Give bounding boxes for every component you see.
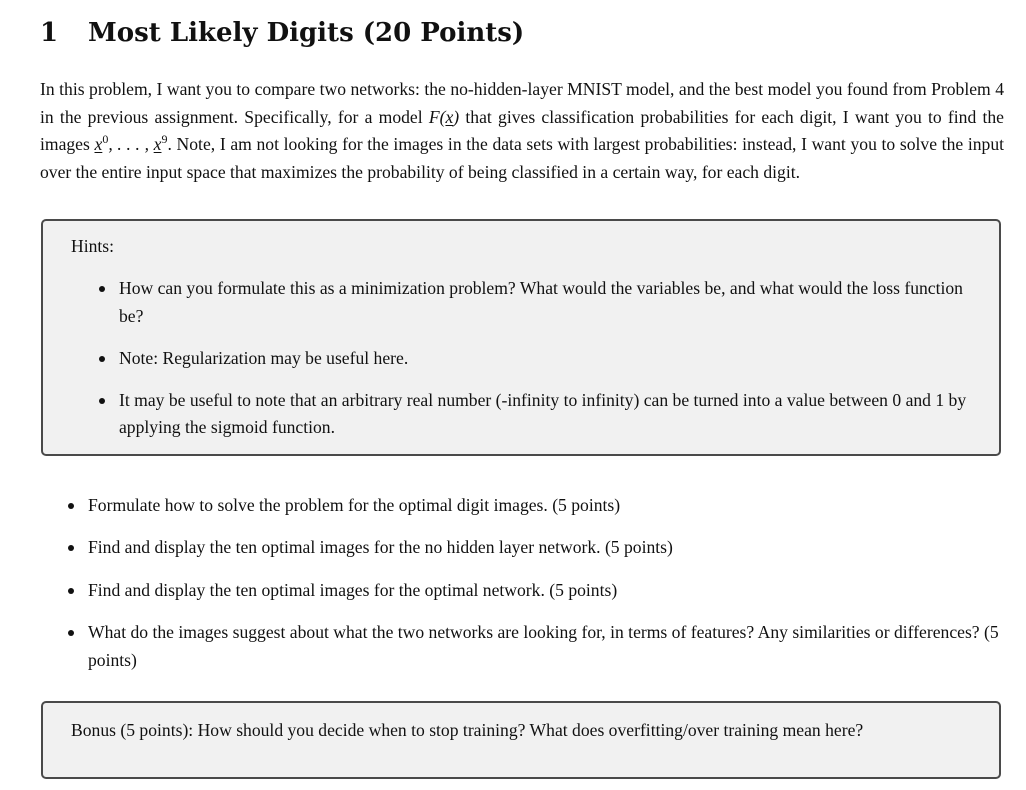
- image-sequence: [95, 134, 168, 154]
- task-item: [68, 619, 1008, 674]
- intro-paragraph: [40, 76, 1004, 186]
- hint-text: Note: Regularization may be useful here.: [119, 347, 409, 368]
- hint-text: How can you formulate this as a minimization problem? What would the variables be, and what would the loss function be?: [119, 278, 963, 326]
- task-text: What do the images suggest about what the two networks are looking for, in terms of features? Any similarities or differences? (5 points): [88, 622, 999, 670]
- task-text: Find and display the ten optimal images for the no hidden layer network. (5 points): [88, 537, 673, 558]
- task-text: Formulate how to solve the problem for the optimal digit images. (5 points): [88, 495, 621, 515]
- section-number: 1: [40, 18, 59, 48]
- section-title: Most Likely Digits (20 Points): [88, 18, 525, 48]
- hint-item: [99, 345, 979, 373]
- bullet-icon: [99, 398, 105, 404]
- hint-item: [99, 387, 979, 442]
- hint-item: [99, 275, 979, 330]
- task-item: [68, 534, 1008, 562]
- intro-text-1: In this problem, I want you to compare two networks: the no-hidden-layer MNIST model, and the best model you found from Problem 4 in the previous assignment. Specifically, for a model: [40, 79, 1004, 127]
- bullet-icon: [99, 356, 105, 362]
- hints-box: [41, 219, 1001, 456]
- bullet-icon: [68, 630, 74, 636]
- input-var: x: [445, 106, 454, 127]
- intro-text-2: that gives classification probabilities for each digit, I want you to find the images: [40, 106, 1004, 155]
- bonus-text: Bonus (5 points): How should you decide when to stop training? What does overfitting/over training mean here?: [71, 720, 864, 740]
- bullet-icon: [99, 286, 105, 292]
- task-text: Find and display the ten optimal images for the optimal network. (5 points): [88, 579, 618, 600]
- task-item: [68, 577, 1008, 605]
- hints-list: [99, 275, 979, 456]
- hint-text: It may be useful to note that an arbitrary real number (-infinity to infinity) can be turned into a value between 0 and 1 by applying the sigmoid function.: [119, 389, 967, 438]
- section-heading: [40, 16, 524, 50]
- bonus-box: [41, 701, 1001, 779]
- bullet-icon: [68, 588, 74, 594]
- model-open-paren: (: [439, 106, 446, 127]
- image-ellipsis: , . . . ,: [108, 134, 154, 155]
- bullet-icon: [68, 545, 74, 551]
- image-sup-first: 0: [102, 132, 109, 147]
- model-close-paren: ): [453, 106, 460, 127]
- intro-text-3: . Note, I am not looking for the images in the data sets with largest probabilities: instead, I want you to solve the input over the entire input space that maximizes the probability of being classified in a certain way, for each digit.: [40, 134, 1005, 182]
- hints-title: Hints:: [71, 236, 115, 256]
- bullet-icon: [68, 503, 74, 509]
- model-symbol: F: [428, 106, 440, 127]
- task-item: [68, 492, 1008, 520]
- image-var-first: x: [94, 134, 103, 155]
- image-var-last: x: [153, 134, 162, 155]
- tasks-list: [68, 492, 1008, 689]
- image-sup-last: 9: [161, 132, 168, 147]
